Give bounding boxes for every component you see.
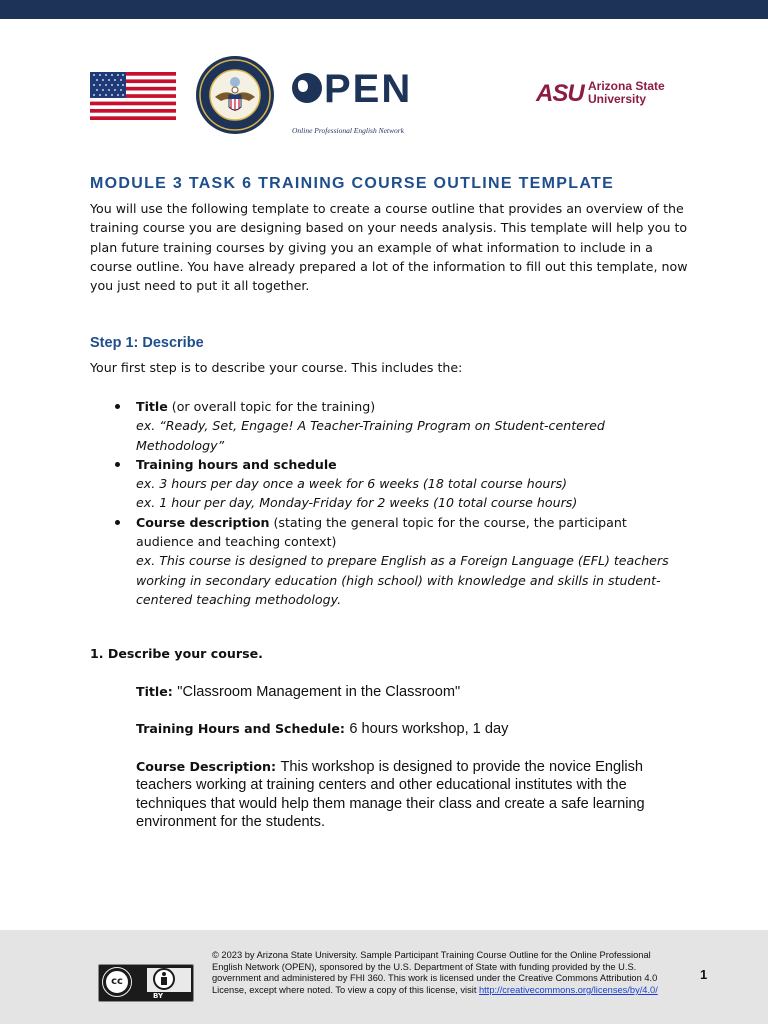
step1-bullet-list <box>112 397 672 609</box>
cc-badge-by-text: BY <box>153 992 164 1000</box>
answer-title <box>136 683 676 701</box>
bullet-course-description-example: ex. This course is designed to prepare English as a Foreign Language (EFL) teachers working in secondary education (high school) with knowledge and skills in student-centered teaching methodology. <box>136 553 669 607</box>
bullet-training-hours <box>112 455 672 513</box>
intro-paragraph: You will use the following template to create a course outline that provides an overview of the training course you are designing based on your needs analysis. This template will help you to plan future training courses by giving you an example of what information to include in a course outline. You have already prepared a lot of the information to fill out this template, now you just need to put it all together. <box>90 201 688 294</box>
bullet-training-hours-example-1: ex. 3 hours per day once a week for 6 weeks (18 total course hours) <box>136 476 568 492</box>
answer-training-hours-label: Training Hours and Schedule: <box>136 721 345 736</box>
answer-title-label: Title: <box>136 684 173 699</box>
department-of-state-seal-icon <box>195 55 275 135</box>
open-logo-tagline: Online Professional English Network <box>292 126 405 135</box>
step1-heading: Step 1: Describe <box>90 335 204 351</box>
asu-logo-line2: University <box>588 92 647 106</box>
answer-title-value: "Classroom Management in the Classroom" <box>177 684 461 700</box>
answer-course-description-label: Course Description: <box>136 759 276 774</box>
cc-license-badge[interactable] <box>98 964 194 1002</box>
bullet-course-description-label: Course description <box>136 514 270 530</box>
footer-copyright: © 2023 by Arizona State University. Sample Participant Training Course Outline for the Online Professional English Network (OPEN), sponsored by the U.S. Department of State with funding provided by the U.S. government and administered by FHI 360. This work is licensed under the Creative Commons Attribution 4.0 License, except where noted. To view a copy of this license, visit <box>212 950 658 995</box>
footer-license-text <box>212 950 662 996</box>
globe-icon <box>292 73 322 103</box>
license-link[interactable]: http://creativecommons.org/licenses/by/4.0/ <box>479 984 658 995</box>
bullet-training-hours-label: Training hours and schedule <box>136 456 337 472</box>
answer-course-description-value: This workshop is designed to provide the novice English teachers working at training centers and other educational institutes with the techniques that would help them manage their class and create a safe learning environment for the students. <box>136 759 645 830</box>
document-title: MODULE 3 TASK 6 TRAINING COURSE OUTLINE TEMPLATE <box>90 175 615 192</box>
bullet-title-label: Title <box>136 399 168 414</box>
answer-training-hours <box>136 720 676 738</box>
bullet-training-hours-example-2: ex. 1 hour per day, Monday-Friday for 2 weeks (10 total course hours) <box>136 495 578 511</box>
page-number: 1 <box>700 967 708 982</box>
by-icon <box>153 968 175 990</box>
step1-intro: Your first step is to describe your course. This includes the: <box>90 360 463 375</box>
open-logo <box>292 67 432 135</box>
bullet-course-description <box>112 513 672 609</box>
answer-training-hours-value: 6 hours workshop, 1 day <box>349 721 509 737</box>
asu-logo-mark: ASU <box>536 80 584 107</box>
bullet-course-description-text: (stating the general topic for the course, the participant audience and teaching context) <box>136 514 627 550</box>
question-heading: 1. Describe your course. <box>90 646 263 661</box>
us-flag-icon <box>90 72 176 120</box>
bullet-title-example: ex. “Ready, Set, Engage! A Teacher-Training Program on Student-centered Methodology” <box>136 418 605 453</box>
asu-logo <box>536 80 676 110</box>
page-footer <box>0 930 768 1024</box>
asu-logo-line1: Arizona State <box>588 79 665 93</box>
bullet-title <box>112 397 672 455</box>
cc-icon: cc <box>103 968 131 996</box>
open-logo-text: PEN <box>324 67 413 111</box>
top-bar <box>0 0 768 19</box>
asu-logo-name <box>588 80 665 106</box>
open-logo-wordmark <box>292 67 413 111</box>
header-logos <box>0 52 768 142</box>
bullet-title-text: (or overall topic for the training) <box>167 399 376 414</box>
answer-course-description <box>136 758 676 831</box>
